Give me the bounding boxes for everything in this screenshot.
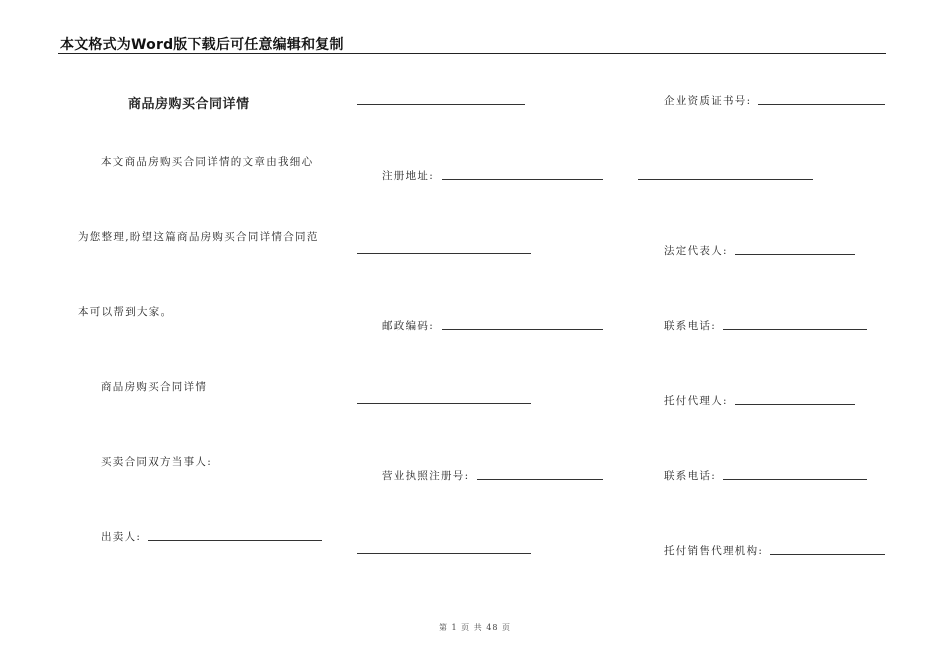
legal-representative-label: 法定代表人: — [664, 245, 728, 257]
sales-agency-label: 托付销售代理机构: — [664, 545, 764, 557]
blank-line — [638, 179, 813, 180]
legal-representative-blank-line — [735, 254, 855, 255]
blank-line — [357, 403, 531, 404]
document-header: 本文格式为Word版下载后可任意编辑和复制 — [60, 37, 344, 53]
phone-label: 联系电话: — [664, 470, 717, 482]
intro-paragraph-line-1: 本文商品房购买合同详情的文章由我细心 — [101, 156, 314, 168]
registered-address-blank-line — [442, 179, 603, 180]
authorized-agent-blank-line — [735, 404, 855, 405]
seller-label: 出卖人: — [101, 531, 142, 543]
parties-heading: 买卖合同双方当事人: — [101, 456, 213, 468]
qualification-certificate-blank-line — [758, 104, 885, 105]
contract-subtitle: 商品房购买合同详情 — [101, 381, 208, 393]
business-license-label: 营业执照注册号: — [382, 470, 470, 482]
registered-address-label: 注册地址: — [382, 170, 435, 182]
phone-label: 联系电话: — [664, 320, 717, 332]
header-divider — [58, 53, 886, 54]
qualification-certificate-label: 企业资质证书号: — [664, 95, 752, 107]
sales-agency-blank-line — [770, 554, 885, 555]
phone-blank-line — [723, 329, 867, 330]
blank-line — [357, 104, 525, 105]
business-license-blank-line — [477, 479, 603, 480]
document-title: 商品房购买合同详情 — [128, 97, 250, 112]
page-number-footer: 第 1 页 共 48 页 — [439, 623, 511, 632]
blank-line — [357, 253, 531, 254]
intro-paragraph-line-2: 为您整理,盼望这篇商品房购买合同详情合同范 — [78, 231, 319, 243]
authorized-agent-label: 托付代理人: — [664, 395, 728, 407]
seller-blank-line — [148, 540, 322, 541]
intro-paragraph-line-3: 本可以帮到大家。 — [78, 306, 173, 318]
postal-code-label: 邮政编码: — [382, 320, 435, 332]
blank-line — [357, 553, 531, 554]
postal-code-blank-line — [442, 329, 603, 330]
phone-blank-line — [723, 479, 867, 480]
